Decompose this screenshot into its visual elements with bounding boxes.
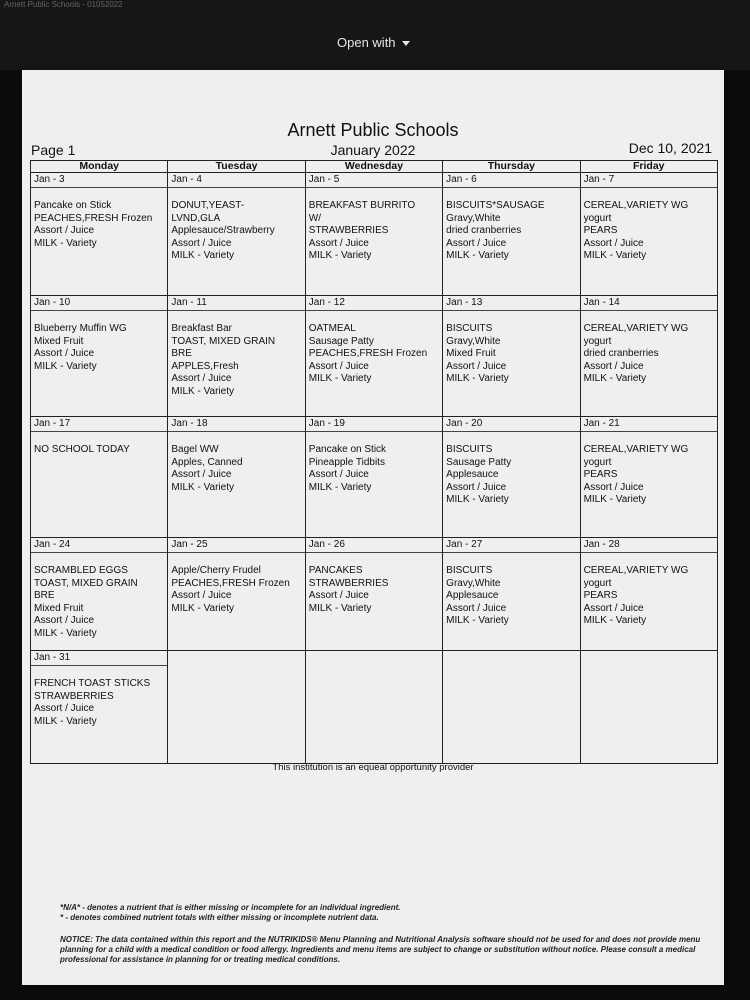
- note-star: * - denotes combined nutrient totals with either missing or incomplete nutrient data.: [60, 913, 379, 922]
- weekday-header-row: [31, 161, 718, 173]
- day-cell: [31, 538, 168, 651]
- menu-item: Assort / Juice: [308, 360, 369, 372]
- day-cell: [168, 538, 305, 651]
- menu-items: [443, 553, 579, 630]
- day-date: Jan - 27: [443, 538, 579, 553]
- day-cell: [443, 651, 580, 764]
- menu-items: [306, 432, 442, 496]
- page-number: Page 1: [31, 142, 76, 158]
- weekday-header: Friday: [580, 161, 717, 173]
- day-cell: [580, 296, 717, 417]
- menu-item: Assort / Juice: [583, 360, 644, 372]
- menu-item: MILK - Variety: [308, 481, 372, 493]
- menu-item: Assort / Juice: [446, 481, 507, 493]
- menu-item: Pineapple Tidbits: [308, 456, 385, 468]
- weekday-header: Monday: [31, 161, 168, 173]
- menu-item: Assort / Juice: [171, 373, 232, 384]
- menu-item: Assort / Juice: [171, 237, 232, 249]
- menu-item: Gravy,White: [446, 577, 501, 589]
- menu-item: Assort / Juice: [308, 590, 369, 601]
- menu-item: Pancake on Stick: [308, 444, 387, 455]
- menu-item: W/: [308, 212, 321, 224]
- menu-item: Bagel WW: [171, 444, 219, 455]
- day-date: Jan - 7: [581, 173, 717, 188]
- menu-items: [581, 311, 717, 388]
- menu-items: [581, 432, 717, 509]
- document-header: [22, 70, 724, 170]
- day-date: Jan - 25: [168, 538, 304, 553]
- menu-item: MILK - Variety: [171, 602, 234, 614]
- day-cell: [305, 538, 442, 651]
- menu-item: PEACHES,FRESH Frozen: [171, 577, 290, 589]
- day-date: Jan - 14: [581, 296, 717, 311]
- menu-item: MILK - Variety: [308, 602, 372, 614]
- menu-item: yogurt: [583, 456, 612, 468]
- menu-item: MILK - Variety: [308, 373, 372, 384]
- menu-item: MILK - Variety: [583, 373, 647, 384]
- open-with-button[interactable]: [337, 34, 410, 52]
- menu-item: CEREAL,VARIETY WG: [583, 200, 689, 211]
- menu-item: Assort / Juice: [171, 590, 232, 601]
- menu-item: Applesauce: [446, 469, 499, 480]
- day-cell: [580, 538, 717, 651]
- printed-date: Dec 10, 2021: [628, 140, 712, 156]
- menu-item: TOAST, MIXED GRAIN: [171, 335, 276, 347]
- day-cell: [31, 417, 168, 538]
- menu-item: FRENCH TOAST STICKS: [34, 678, 151, 689]
- menu-item: Assort / Juice: [583, 481, 644, 493]
- day-date: Jan - 13: [443, 296, 579, 311]
- menu-item: Apples, Canned: [171, 456, 243, 468]
- menu-item: BISCUITS: [446, 323, 493, 334]
- week-row: [31, 173, 718, 296]
- viewer-toolbar: [0, 0, 750, 70]
- menu-item: Assort / Juice: [583, 602, 644, 614]
- menu-items: [306, 553, 442, 617]
- day-cell: [31, 651, 168, 764]
- note-na: *N/A* - denotes a nutrient that is either missing or incomplete for an individual ingredient.: [60, 903, 401, 912]
- menu-item: BRE: [171, 348, 192, 359]
- menu-item: SCRAMBLED EGGS: [34, 565, 128, 576]
- menu-item: Sausage Patty: [446, 456, 512, 468]
- day-date: Jan - 5: [306, 173, 442, 188]
- menu-items: [31, 311, 167, 375]
- day-cell: [31, 296, 168, 417]
- menu-item: OATMEAL: [308, 323, 356, 334]
- menu-items: [168, 311, 304, 400]
- day-date: Jan - 20: [443, 417, 579, 432]
- menu-item: Applesauce/Strawberry: [171, 225, 275, 236]
- menu-item: Apple/Cherry Frudel: [171, 565, 261, 576]
- menu-item: BRE: [34, 590, 55, 601]
- day-date: Jan - 28: [581, 538, 717, 553]
- menu-item: Assort / Juice: [446, 237, 507, 249]
- day-cell: [443, 538, 580, 651]
- menu-item: PEARS: [583, 590, 618, 601]
- day-cell: [305, 417, 442, 538]
- school-name: Arnett Public Schools: [287, 120, 459, 140]
- menu-items: [31, 666, 167, 730]
- menu-item: Assort / Juice: [34, 703, 95, 714]
- day-date: Jan - 19: [306, 417, 442, 432]
- menu-items: [581, 188, 717, 265]
- menu-item: Assort / Juice: [446, 360, 507, 372]
- day-cell: [168, 296, 305, 417]
- day-date: Jan - 24: [31, 538, 167, 553]
- menu-item: DONUT,YEAST-: [171, 200, 245, 211]
- menu-item: LVND,GLA: [171, 212, 221, 224]
- menu-item: STRAWBERRIES: [308, 225, 389, 236]
- day-date: Jan - 21: [581, 417, 717, 432]
- day-cell: [443, 417, 580, 538]
- day-cell: [305, 296, 442, 417]
- menu-item: dried cranberries: [446, 225, 522, 236]
- menu-item: Breakfast Bar: [171, 323, 232, 334]
- menu-items: [31, 553, 167, 642]
- menu-item: Gravy,White: [446, 335, 501, 347]
- menu-item: PANCAKES: [308, 565, 363, 576]
- menu-item: MILK - Variety: [446, 250, 509, 261]
- menu-item: Sausage Patty: [308, 335, 374, 347]
- menu-item: MILK - Variety: [34, 627, 97, 639]
- menu-item: TOAST, MIXED GRAIN: [34, 577, 138, 589]
- open-with-label: Open with: [337, 35, 396, 50]
- menu-items: [581, 553, 717, 630]
- menu-item: Blueberry Muffin WG: [34, 323, 127, 334]
- menu-item: MILK - Variety: [446, 494, 509, 505]
- day-cell: [168, 417, 305, 538]
- weekday-header: Wednesday: [305, 161, 442, 173]
- menu-item: MILK - Variety: [308, 250, 372, 261]
- menu-item: Mixed Fruit: [34, 335, 84, 347]
- menu-item: Applesauce: [446, 590, 499, 601]
- week-row: [31, 651, 718, 764]
- menu-items: [168, 432, 304, 496]
- nutrient-notes: [60, 903, 708, 923]
- menu-item: Pancake on Stick: [34, 200, 112, 211]
- week-row: [31, 538, 718, 651]
- week-row: [31, 417, 718, 538]
- day-date: Jan - 6: [443, 173, 579, 188]
- menu-item: PEARS: [583, 225, 618, 236]
- day-cell: [168, 651, 305, 764]
- menu-item: BREAKFAST BURRITO: [308, 200, 416, 211]
- menu-item: PEACHES,FRESH Frozen: [34, 212, 153, 224]
- menu-item: MILK - Variety: [34, 715, 97, 727]
- menu-item: APPLES,Fresh: [171, 360, 239, 372]
- menu-items: [168, 553, 304, 617]
- menu-item: MILK - Variety: [171, 481, 234, 493]
- day-cell: [443, 296, 580, 417]
- day-cell: [580, 651, 717, 764]
- equal-opportunity-statement: This institution is an equeal opportunity provider: [272, 762, 474, 773]
- menu-item: CEREAL,VARIETY WG: [583, 565, 689, 576]
- menu-items: [31, 432, 167, 459]
- menu-item: Assort / Juice: [308, 237, 369, 249]
- menu-item: Assort / Juice: [583, 237, 644, 249]
- day-date: Jan - 17: [31, 417, 167, 432]
- menu-items: [306, 311, 442, 388]
- menu-item: yogurt: [583, 577, 612, 589]
- day-date: Jan - 26: [306, 538, 442, 553]
- chevron-down-icon: [402, 41, 410, 46]
- day-date: Jan - 12: [306, 296, 442, 311]
- menu-item: PEACHES,FRESH Frozen: [308, 348, 428, 359]
- menu-item: Mixed Fruit: [446, 348, 496, 359]
- menu-item: BISCUITS: [446, 565, 493, 576]
- day-cell: [580, 417, 717, 538]
- day-date: Jan - 11: [168, 296, 304, 311]
- day-date: Jan - 10: [31, 296, 167, 311]
- menu-items: [443, 188, 579, 265]
- day-date: Jan - 4: [168, 173, 304, 188]
- menu-item: CEREAL,VARIETY WG: [583, 323, 689, 334]
- day-cell: [31, 173, 168, 296]
- menu-item: BISCUITS*SAUSAGE: [446, 200, 545, 211]
- weekday-header: Tuesday: [168, 161, 305, 173]
- menu-calendar: [30, 160, 718, 764]
- menu-item: Assort / Juice: [446, 602, 507, 614]
- menu-item: MILK - Variety: [446, 615, 509, 626]
- menu-item: MILK - Variety: [34, 237, 97, 249]
- menu-item: Assort / Juice: [34, 615, 95, 626]
- weekday-header: Thursday: [443, 161, 580, 173]
- menu-item: MILK - Variety: [583, 250, 647, 261]
- day-cell: [305, 651, 442, 764]
- day-date: Jan - 3: [31, 173, 167, 188]
- menu-item: dried cranberries: [583, 348, 659, 359]
- menu-month: January 2022: [330, 142, 416, 158]
- menu-items: [168, 188, 304, 265]
- menu-item: Assort / Juice: [34, 225, 95, 236]
- menu-item: MILK - Variety: [583, 494, 647, 505]
- menu-item: Mixed Fruit: [34, 602, 84, 614]
- menu-items: [306, 188, 442, 265]
- menu-item: Assort / Juice: [308, 469, 369, 480]
- menu-items: [443, 311, 579, 388]
- menu-item: Assort / Juice: [34, 348, 95, 359]
- day-cell: [443, 173, 580, 296]
- viewer-file-title: Arnett Public Schools - 01052022: [4, 0, 123, 9]
- menu-item: NO SCHOOL TODAY: [34, 444, 130, 455]
- menu-item: MILK - Variety: [583, 615, 647, 626]
- menu-item: yogurt: [583, 335, 612, 347]
- day-date: Jan - 31: [31, 651, 167, 666]
- menu-items: [31, 188, 167, 252]
- day-cell: [580, 173, 717, 296]
- menu-item: yogurt: [583, 212, 612, 224]
- menu-item: STRAWBERRIES: [308, 577, 389, 589]
- menu-item: MILK - Variety: [446, 373, 509, 384]
- day-cell: [305, 173, 442, 296]
- day-cell: [168, 173, 305, 296]
- menu-item: STRAWBERRIES: [34, 690, 114, 702]
- menu-item: MILK - Variety: [171, 250, 234, 261]
- menu-item: Gravy,White: [446, 212, 501, 224]
- menu-item: Assort / Juice: [171, 469, 232, 480]
- menu-items: [443, 432, 579, 509]
- notice-disclaimer: NOTICE: The data contained within this report and the NUTRIKIDS® Menu Planning and Nutritional Analysis software should not be used for and does not provide menu planning for a child with a medical condition or food allergy. Ingredients and menu items are subject to change or substitution without notice. Please consult a medical professional for assistance in planning for or treating medical conditions.: [60, 935, 701, 964]
- week-row: [31, 296, 718, 417]
- day-date: Jan - 18: [168, 417, 304, 432]
- menu-item: BISCUITS: [446, 444, 493, 455]
- menu-document: [22, 70, 724, 985]
- menu-item: MILK - Variety: [34, 360, 97, 372]
- menu-item: PEARS: [583, 469, 618, 480]
- menu-item: CEREAL,VARIETY WG: [583, 444, 689, 455]
- menu-item: MILK - Variety: [171, 385, 234, 397]
